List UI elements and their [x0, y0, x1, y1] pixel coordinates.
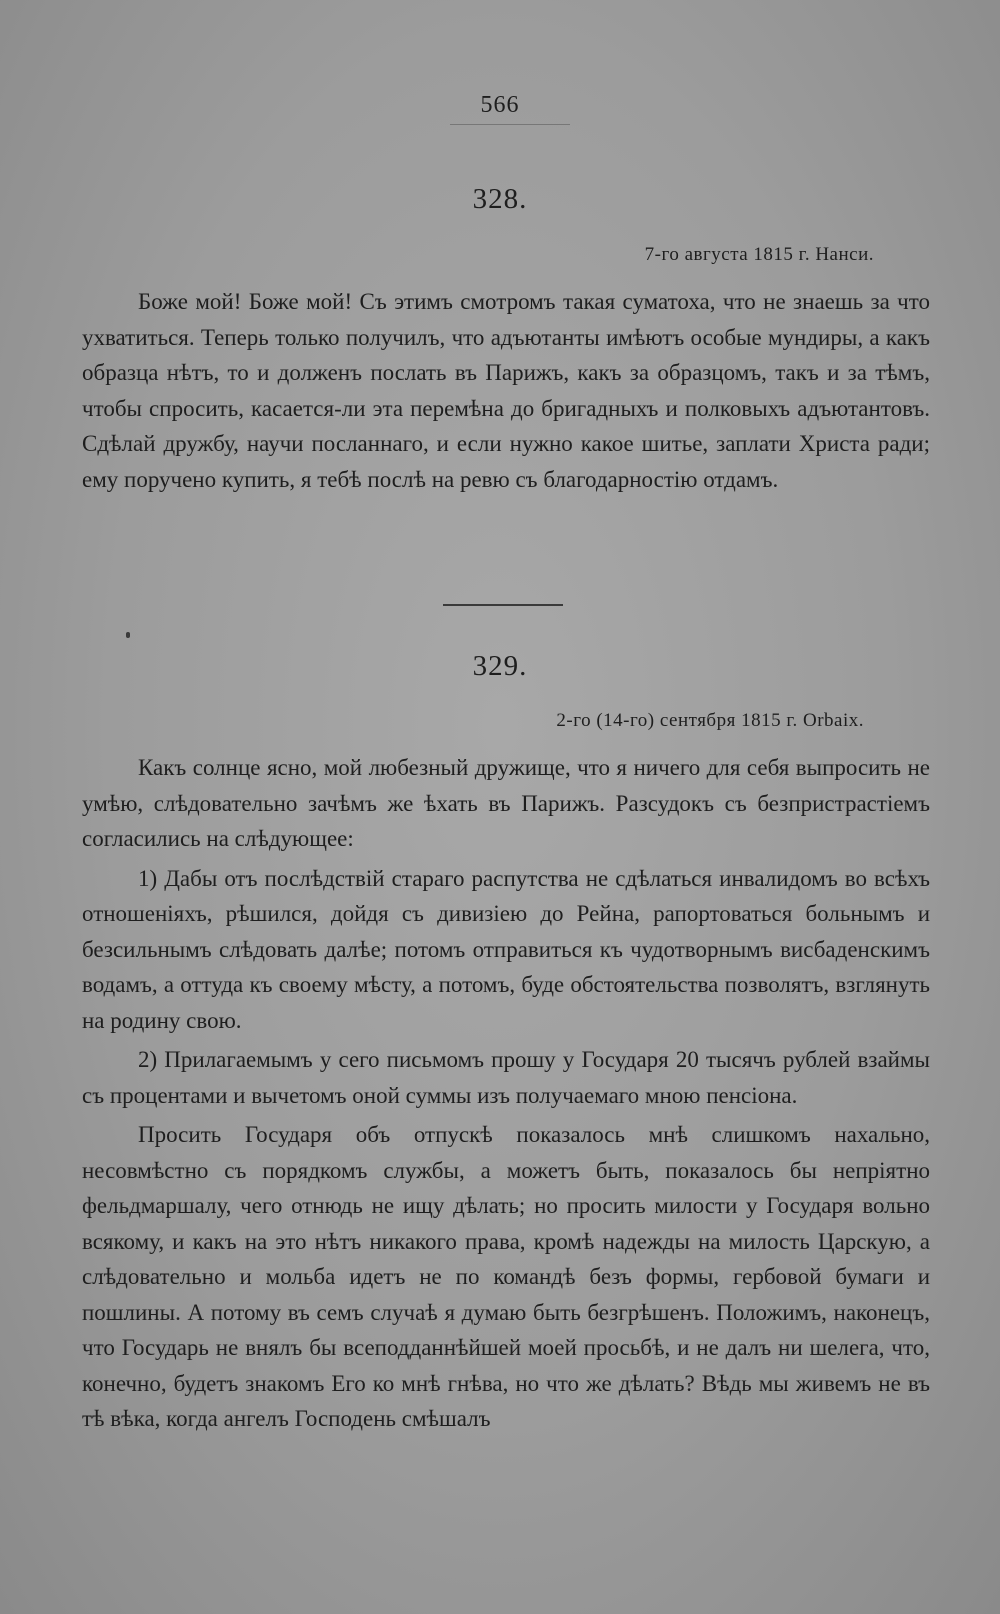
letter-number: 328.	[472, 183, 528, 215]
letter-paragraph: 1) Дабы отъ послѣдствій стараго распутства не сдѣлаться инвалидомъ во всѣхъ отношеніяхъ, рѣшился, дойдя съ дивизіею до Рейна, рапортоваться больнымъ и безсильнымъ слѣдовать далѣе; потомъ отправиться къ чудотворнымъ висбаденскимъ водамъ, а оттуда къ своему мѣсту, а потомъ, буде обстоятельства позволятъ, взглянуть на родину свою.	[82, 865, 930, 1033]
letter-paragraph: Просить Государя объ отпускѣ показалось мнѣ слишкомъ нахально, несовмѣстно съ порядкомъ службы, а можетъ быть, показалось бы непріятно фельдмаршалу, чего отнюдь не ищу дѣлать; но просить милости у Государя вольно всякому, и какъ на это нѣтъ никакого права, кромѣ надежды на милость Царскую, а слѣдовательно и мольба идетъ не по командѣ безъ формы, гербовой бумаги и пошлины. А потому въ семъ случаѣ я думаю быть безгрѣшенъ. Положимъ, наконецъ, что Государь не внялъ бы всеподданнѣйшей моей просьбѣ, и не далъ ни шелега, что, конечно, будетъ знакомъ Его ко мнѣ гнѣва, но что же дѣлать? Вѣдь мы живемъ не въ тѣ вѣка, когда ангелъ Господень смѣшалъ	[82, 1122, 930, 1431]
page-number: 566	[480, 92, 520, 118]
letter-body	[82, 284, 930, 501]
section-divider	[443, 604, 563, 606]
page-number-rule	[450, 124, 570, 125]
letter-paragraph: Боже мой! Боже мой! Съ этимъ смотромъ такая суматоха, что не знаешь за что ухватиться. Теперь только получилъ, что адъютанты имѣютъ особые мундиры, а какъ образца нѣтъ, то и долженъ послать въ Парижъ, какъ за образцомъ, такъ и за тѣмъ, чтобы спросить, касается-ли эта перемѣна до бригадныхъ и полковыхъ адъютантовъ. Сдѣлай дружбу, научи посланнаго, и если нужно какое шитье, заплати Христа ради; ему поручено купить, я тебѣ послѣ на ревю съ благодарностію отдамъ.	[82, 289, 930, 492]
letter-paragraph: Какъ солнце ясно, мой любезный дружище, что я ничего для себя выпросить не умѣю, слѣдовательно зачѣмъ же ѣхать въ Парижъ. Разсудокъ съ безпристрастіемъ согласились на слѣдующее:	[82, 755, 930, 851]
letter-number: 329.	[472, 650, 528, 682]
letter-dateline: 7-го августа 1815 г. Нанси.	[644, 244, 874, 265]
letter-paragraph: 2) Прилагаемымъ у сего письмомъ прошу у Государя 20 тысячъ рублей взаймы съ процентами и вычетомъ оной суммы изъ получаемаго мною пенсіона.	[82, 1047, 930, 1108]
print-speck	[126, 632, 130, 638]
letter-dateline: 2-го (14-го) сентября 1815 г. Orbaix.	[556, 710, 864, 731]
letter-body	[82, 750, 930, 1441]
